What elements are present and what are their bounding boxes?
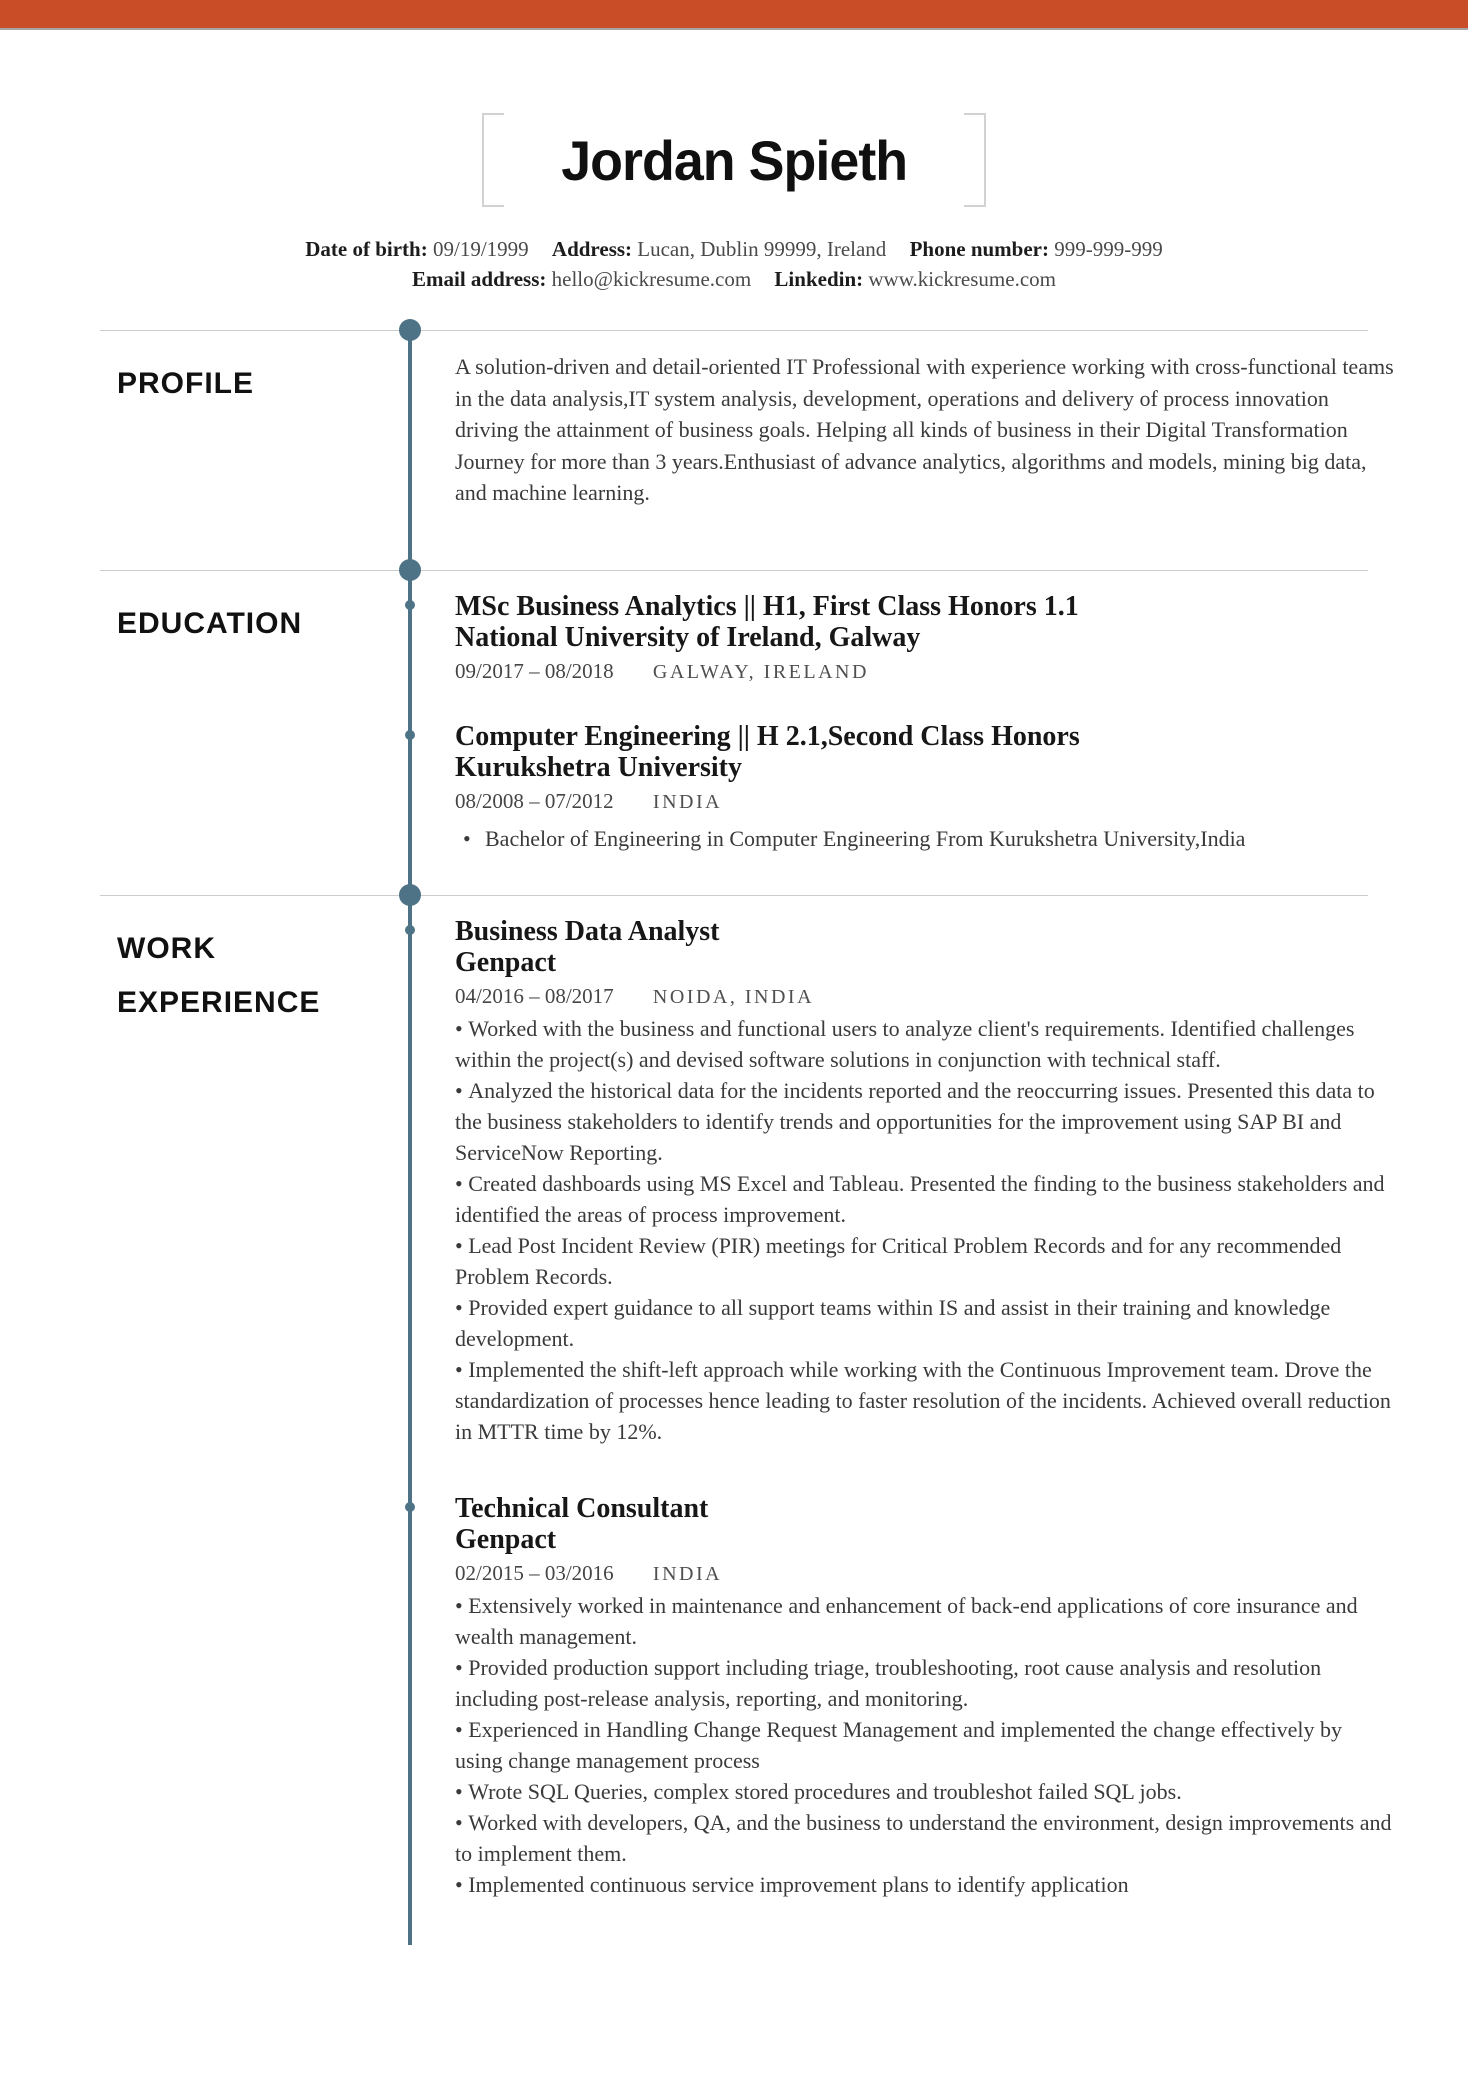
linkedin-field <box>774 267 1056 291</box>
entry-dates: 08/2008 – 07/2012 <box>455 789 614 813</box>
education-heading: EDUCATION <box>117 607 303 640</box>
profile-heading: PROFILE <box>117 367 255 400</box>
job-bullet-list <box>455 1013 1395 1447</box>
job-bullet: • Implemented continuous service improvement plans to identify application <box>455 1869 1395 1900</box>
resume-body <box>100 330 1394 1900</box>
job-bullet: • Lead Post Incident Review (PIR) meetings for Critical Problem Records and for any recommended Problem Records. <box>455 1230 1395 1292</box>
job-bullet: • Worked with developers, QA, and the business to understand the environment, design improvements and to implement them. <box>455 1807 1395 1869</box>
address-field <box>552 237 886 261</box>
top-accent-bar <box>0 0 1468 30</box>
timeline-entry-dot <box>405 600 415 610</box>
linkedin-label: Linkedin: <box>774 267 864 291</box>
entry-meta <box>455 1561 1395 1586</box>
degree-title: Computer Engineering || H 2.1,Second Class Honors <box>455 721 1080 752</box>
phone-label: Phone number: <box>909 237 1049 261</box>
profile-content <box>455 331 1395 570</box>
entry-location: INDIA <box>652 791 723 813</box>
section-education <box>100 570 1368 895</box>
dob-label: Date of birth: <box>305 237 428 261</box>
timeline-dot-work <box>399 884 421 906</box>
job-bullet: • Provided production support including triage, troubleshooting, root cause analysis and resolution including post-release analysis, reporting, and monitoring. <box>455 1652 1395 1714</box>
job-bullet: • Implemented the shift-left approach while working with the Continuous Improvement team. Drove the standardization of processes hence leading to faster resolution of the incidents. Achieved overall reduction in MTTR time by 12%. <box>455 1354 1395 1447</box>
education-content <box>455 571 1395 895</box>
entry-dates: 04/2016 – 08/2017 <box>455 984 614 1008</box>
section-profile <box>100 330 1394 570</box>
entry-location: INDIA <box>652 1563 723 1585</box>
work-heading-line2: EXPERIENCE <box>117 986 321 1019</box>
entry-dates: 02/2015 – 03/2016 <box>455 1561 614 1585</box>
entry-dates: 09/2017 – 08/2018 <box>455 659 614 683</box>
contact-line-2 <box>0 264 1468 294</box>
job-title: Business Data Analyst <box>455 916 720 947</box>
education-bullet: • Bachelor of Engineering in Computer Engineering From Kurukshetra University,India <box>455 823 1395 854</box>
job-entry <box>455 916 1395 1447</box>
bracket-right-icon <box>964 113 986 207</box>
job-bullet: • Created dashboards using MS Excel and Tableau. Presented the finding to the business stakeholders and identified the areas of process improvement. <box>455 1168 1395 1230</box>
job-entry <box>455 1493 1395 1900</box>
job-bullet: • Wrote SQL Queries, complex stored procedures and troubleshot failed SQL jobs. <box>455 1776 1395 1807</box>
entry-meta <box>455 789 1395 814</box>
email-label: Email address: <box>412 267 547 291</box>
work-heading <box>100 896 455 1900</box>
job-bullet-list <box>455 1590 1395 1900</box>
timeline-dot-profile <box>399 319 421 341</box>
profile-summary: A solution-driven and detail-oriented IT Professional with experience working with cross-functional teams in the data analysis,IT system analysis, development, operations and delivery of process innovation driving the attainment of business goals. Helping all kinds of business in their Digital Transformation Journey for more than 3 years.Enthusiast of advance analytics, algorithms and models, mining big data, and machine learning. <box>455 354 1394 505</box>
education-entry <box>455 591 1395 684</box>
email-field <box>412 267 751 291</box>
school-name: Kurukshetra University <box>455 752 742 783</box>
job-bullet: • Provided expert guidance to all support teams within IS and assist in their training and knowledge development. <box>455 1292 1395 1354</box>
entry-location: GALWAY, IRELAND <box>652 661 869 683</box>
resume-header <box>0 112 1468 294</box>
job-bullet: • Extensively worked in maintenance and enhancement of back-end applications of core insurance and wealth management. <box>455 1590 1395 1652</box>
name-row <box>0 112 1468 208</box>
job-bullet: • Worked with the business and functional users to analyze client's requirements. Identified challenges within the project(s) and devised software solutions in conjunction with technical staff. <box>455 1013 1395 1075</box>
work-heading-line1: WORK <box>117 932 216 965</box>
bracket-left-icon <box>482 113 504 207</box>
degree-title: MSc Business Analytics || H1, First Class Honors 1.1 <box>455 591 1079 622</box>
candidate-name: Jordan Spieth <box>561 128 907 192</box>
work-content <box>455 896 1395 1900</box>
contact-info <box>0 234 1468 294</box>
section-work-experience <box>100 895 1392 1900</box>
dob-value: 09/19/1999 <box>432 237 529 261</box>
address-value: Lucan, Dublin 99999, Ireland <box>637 237 887 261</box>
timeline-entry-dot <box>405 730 415 740</box>
education-entry <box>455 721 1395 854</box>
timeline-entry-dot <box>405 1502 415 1512</box>
linkedin-value: www.kickresume.com <box>868 267 1056 291</box>
company-name: Genpact <box>455 1524 557 1555</box>
job-bullet: • Analyzed the historical data for the incidents reported and the reoccurring issues. Presented this data to the business stakeholders to identify trends and opportunities for the improvement using SAP BI and ServiceNow Reporting. <box>455 1075 1395 1168</box>
timeline-dot-education <box>399 559 421 581</box>
job-bullet: • Experienced in Handling Change Request Management and implemented the change effectively by using change management process <box>455 1714 1395 1776</box>
email-value: hello@kickresume.com <box>551 267 752 291</box>
timeline-entry-dot <box>405 925 415 935</box>
entry-location: NOIDA, INDIA <box>652 986 815 1008</box>
job-title: Technical Consultant <box>455 1493 709 1524</box>
phone-value: 999-999-999 <box>1054 237 1163 261</box>
address-label: Address: <box>551 237 633 261</box>
school-name: National University of Ireland, Galway <box>455 622 921 653</box>
dob-field <box>305 237 528 261</box>
entry-meta <box>455 659 1395 684</box>
entry-meta <box>455 984 1395 1009</box>
phone-field <box>910 237 1163 261</box>
company-name: Genpact <box>455 947 557 978</box>
contact-line-1 <box>0 234 1468 264</box>
